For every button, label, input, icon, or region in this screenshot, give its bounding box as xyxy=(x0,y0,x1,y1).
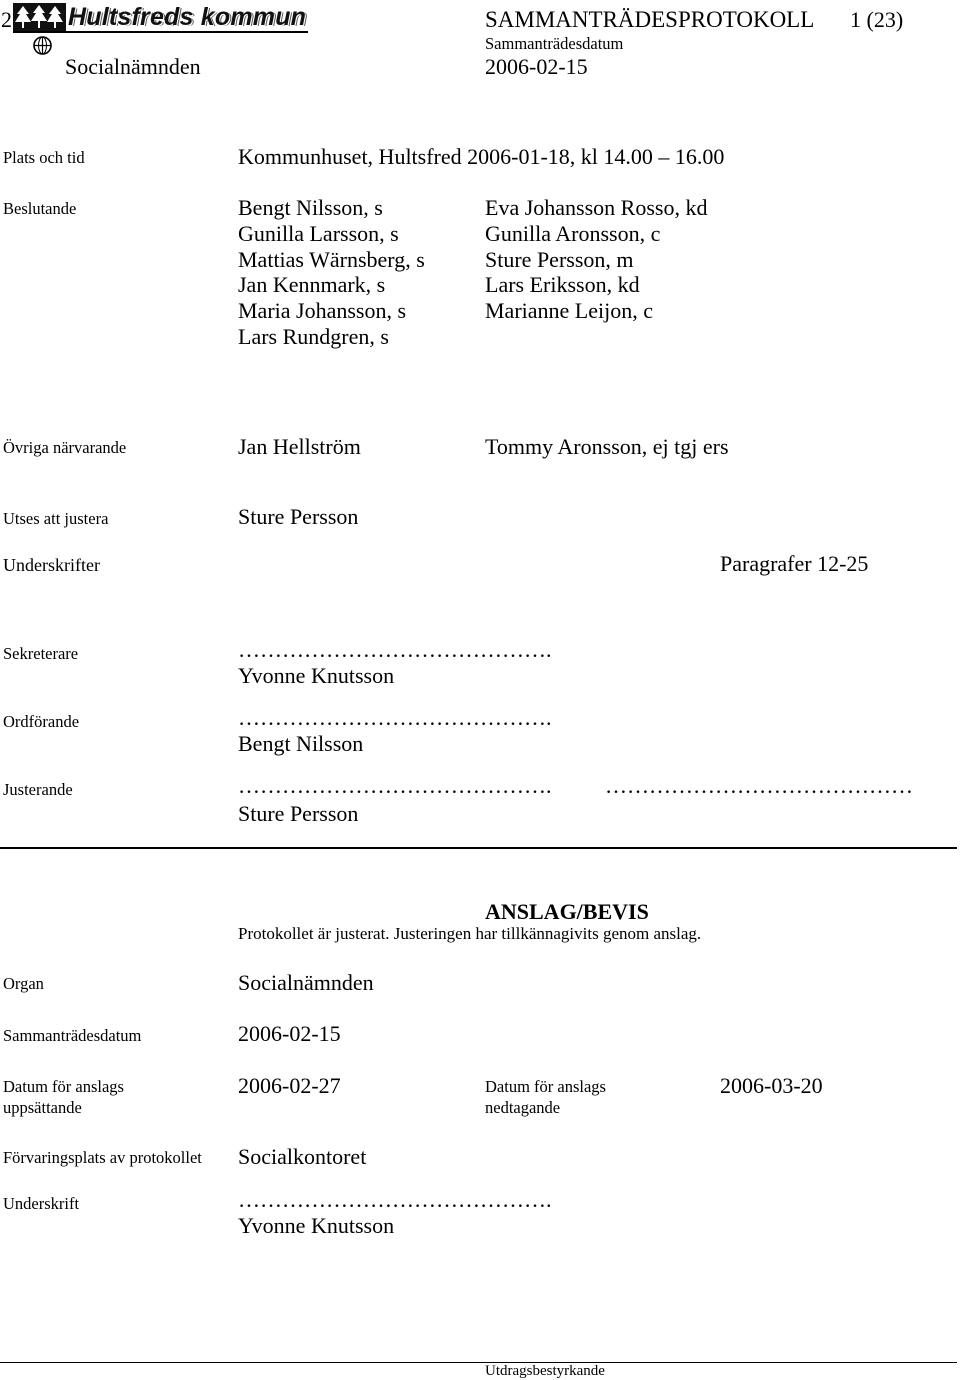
list-item: Lars Eriksson, kd xyxy=(485,272,640,297)
notice-meeting-date-label: Sammanträdesdatum xyxy=(3,1026,142,1045)
removed-label-line1: Datum för anslags xyxy=(485,1077,606,1096)
adjuster-label: Utses att justera xyxy=(3,509,109,528)
notice-organ-value: Socialnämnden xyxy=(238,970,374,995)
others-right: Tommy Aronsson, ej tgj ers xyxy=(485,434,729,459)
others-left: Jan Hellström xyxy=(238,434,361,459)
chair-name: Bengt Nilsson xyxy=(238,731,364,756)
list-item: Lars Rundgren, s xyxy=(238,324,389,349)
notice-meeting-date-value: 2006-02-15 xyxy=(238,1021,341,1046)
logo-text: Hultsfreds kommun xyxy=(68,3,307,31)
adjusters-label: Justerande xyxy=(3,780,73,799)
header-date-label: Sammanträdesdatum xyxy=(485,34,624,53)
paragraphs: Paragrafer 12-25 xyxy=(720,551,869,576)
removed-date: 2006-03-20 xyxy=(720,1073,823,1098)
header-organ: Socialnämnden xyxy=(65,54,201,79)
document-title: SAMMANTRÄDESPROTOKOLL xyxy=(485,7,815,32)
signatures-label: Underskrifter xyxy=(3,555,100,575)
decision-label: Beslutande xyxy=(3,199,77,218)
storage-label: Förvaringsplats av protokollet xyxy=(3,1148,202,1167)
chair-label: Ordförande xyxy=(3,712,80,731)
place-value: Kommunhuset, Hultsfred 2006-01-18, kl 14.00 – 16.00 xyxy=(238,144,725,169)
signature-name: Yvonne Knutsson xyxy=(238,1213,395,1238)
notice-title: ANSLAG/BEVIS xyxy=(485,899,649,924)
list-item: Gunilla Aronsson, c xyxy=(485,221,661,246)
signature-line: ……………………………………. xyxy=(238,1187,552,1212)
list-item: Gunilla Larsson, s xyxy=(238,221,399,246)
page-counter: 1 (23) xyxy=(850,7,904,32)
signature-label: Underskrift xyxy=(3,1194,80,1213)
posted-date: 2006-02-27 xyxy=(238,1073,341,1098)
list-item: Eva Johansson Rosso, kd xyxy=(485,195,708,220)
storage-value: Socialkontoret xyxy=(238,1144,367,1169)
page-number-fragment: 2 xyxy=(1,7,12,32)
chair-signature-line: ……………………………………. xyxy=(238,705,552,730)
section-divider xyxy=(0,847,957,849)
notice-organ-label: Organ xyxy=(3,974,44,993)
footer-label: Utdragsbestyrkande xyxy=(485,1363,605,1379)
header-date: 2006-02-15 xyxy=(485,54,588,79)
adjuster-name: Sture Persson xyxy=(238,801,359,826)
emblem-icon xyxy=(32,35,53,56)
secretary-signature-line: ……………………………………. xyxy=(238,637,552,662)
others-label: Övriga närvarande xyxy=(3,438,127,457)
secretary-label: Sekreterare xyxy=(3,644,79,663)
removed-label-line2: nedtagande xyxy=(485,1098,561,1117)
posted-label-line2: uppsättande xyxy=(3,1098,82,1117)
list-item: Bengt Nilsson, s xyxy=(238,195,383,220)
footer-divider xyxy=(0,1362,957,1363)
notice-statement: Protokollet är justerat. Justeringen har tillkännagivits genom anslag. xyxy=(238,924,702,943)
list-item: Jan Kennmark, s xyxy=(238,272,386,297)
adjuster-signature-line-right: …………………………………… xyxy=(605,773,913,798)
posted-label-line1: Datum för anslags xyxy=(3,1077,124,1096)
secretary-name: Yvonne Knutsson xyxy=(238,663,395,688)
adjuster-signature-line-left: ……………………………………. xyxy=(238,773,552,798)
logo-underline xyxy=(13,31,308,33)
adjuster-value: Sture Persson xyxy=(238,504,359,529)
place-label: Plats och tid xyxy=(3,148,85,167)
logo-crest-icon xyxy=(13,3,66,31)
list-item: Maria Johansson, s xyxy=(238,298,407,323)
list-item: Marianne Leijon, c xyxy=(485,298,653,323)
list-item: Sture Persson, m xyxy=(485,247,634,272)
list-item: Mattias Wärnsberg, s xyxy=(238,247,425,272)
